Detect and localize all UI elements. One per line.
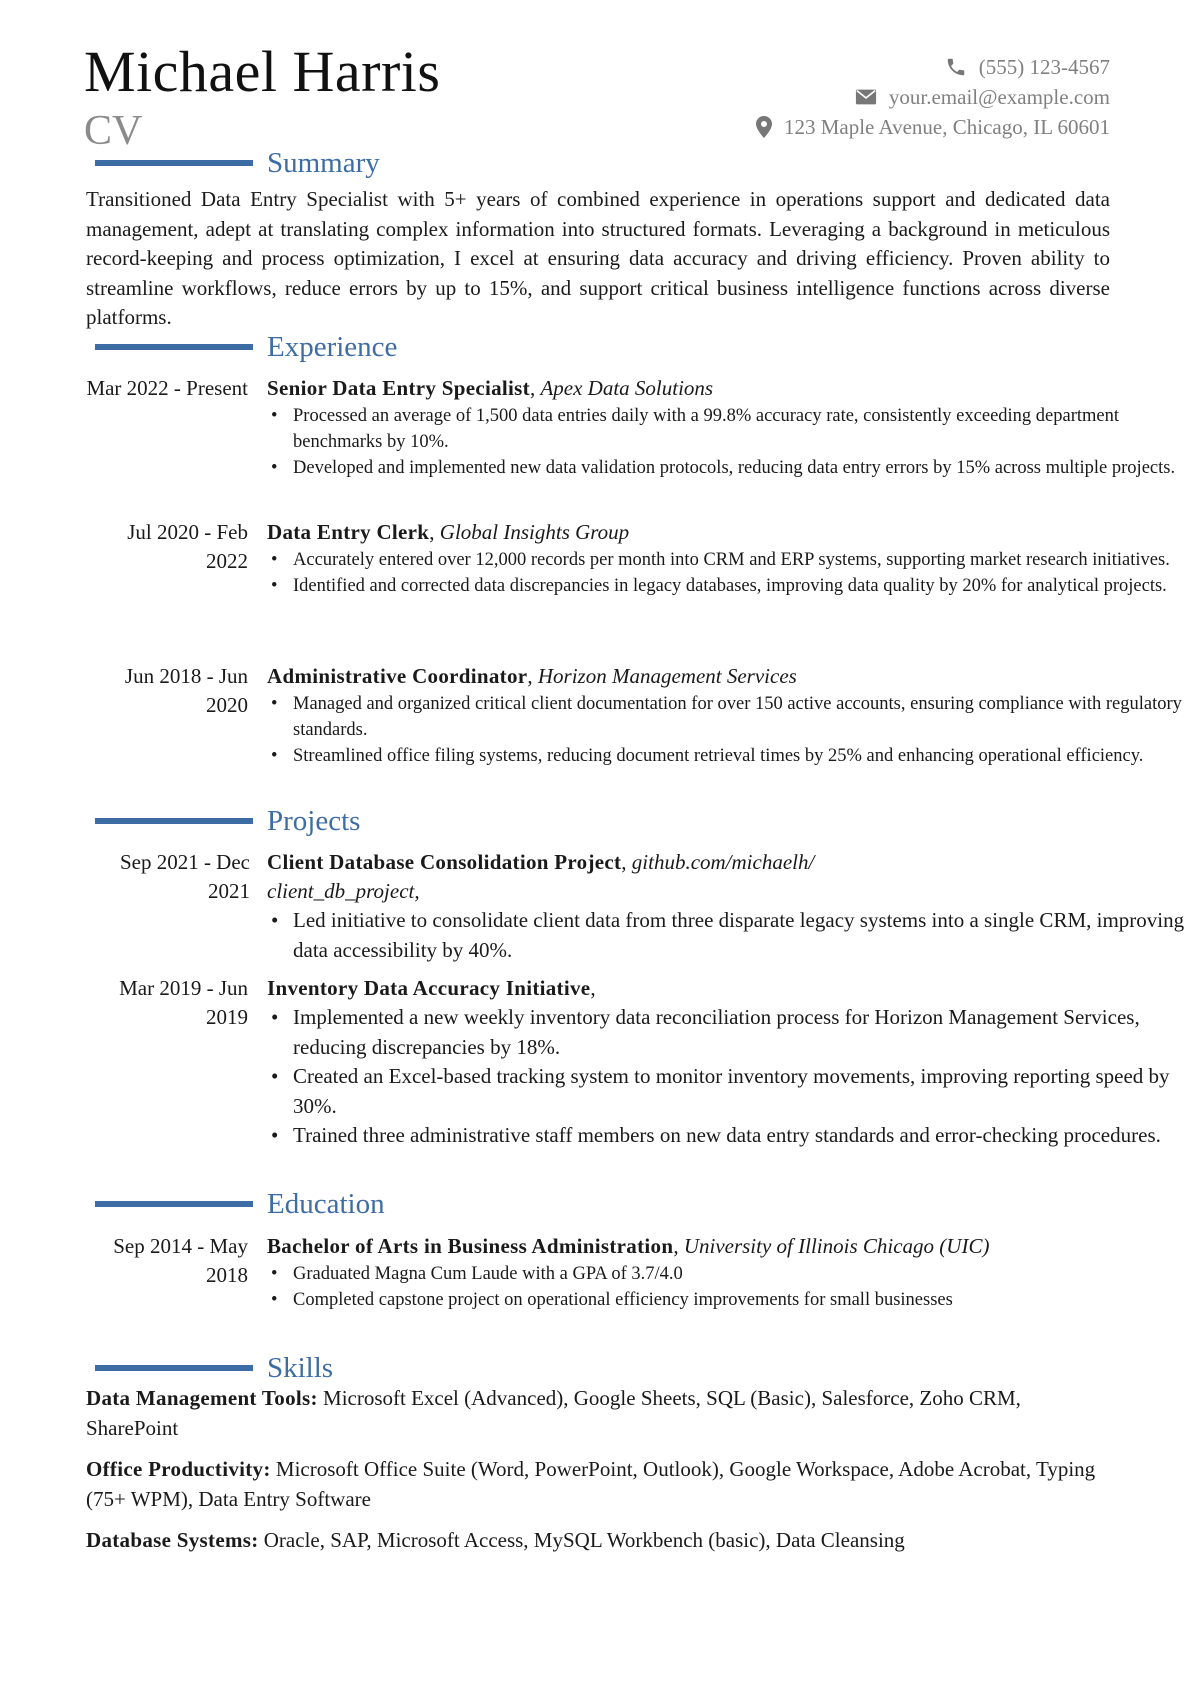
job-title: Administrative Coordinator bbox=[267, 664, 528, 688]
section-title: Projects bbox=[267, 805, 361, 837]
phone-text[interactable]: (555) 123-4567 bbox=[978, 55, 1110, 79]
job-title: Senior Data Entry Specialist bbox=[267, 376, 530, 400]
skill-label: Data Management Tools: bbox=[86, 1386, 318, 1410]
list-item: • Trained three administrative staff members on new data entry standards and error-checking procedures. bbox=[267, 1121, 1187, 1151]
cv-page: Michael Harris CV (555) 123-4567 your.email@example.com 123 Maple Avenue, Chicago, IL 60601 Summary Transitioned Data Entry Specialist with 5+ years of combined experience in operations support and dedicated data management, adept at translating complex information into structured formats. Leveraging a background in meticulous record-keeping and process optimization, I excel at ensuring data accuracy and driving efficiency. Proven ability to streamline workflows, reduce errors by up to 15%, and support critical business intelligence functions across diverse platforms. Experience Mar 2022 - Present Senior Data Entry Specialist, Apex Data Solutions • Processed an average of 1,500 data entries daily with a 99.8% accuracy rate, consistently exceeding department benchmarks by 10%. • Developed and implemented new data validation protocols, reducing data entry errors by 15% across multiple projects. Jul 2020 - Feb 2022 Data Entry Clerk, Global Insights Group • Accurately entered over 12,000 records per month into CRM and ERP systems, supporting market research initiatives. • Identified and corrected data discrepancies in legacy databases, improving data quality by 20% for analytical projects. Jun 2018 - Jun 2020 Administrative Coordinator, Horizon Management Services • Managed and organized critical client documentation for over 150 active accounts, ensuring compliance with regulatory standards. • Streamlined office filing systems, reducing document retrieval times by 25% and enhancing operational efficiency. Projects Sep 2021 - Dec 2021 Client Database Consolidation Project, github.com/michaelh/ client_db_project, • Led initiative to consolidate client data from three disparate legacy systems into a single CRM, improving data accessibility by 40%. Mar 2019 - Jun 2019 Inventory Data Accuracy Initiative, • Implemented a new weekly inventory data reconciliation process for Horizon Management Services, reducing discrepancies by 18%. • Created an Excel-based tracking system to monitor inventory movements, improving reporting speed by 30%. • Trained three administrative staff members on new data entry standards and error-checking procedures. Education Sep 2014 - May 2018 Bachelor of Arts in Business Administration, University of Illinois Chicago (UIC) • Graduated Magna Cum Laude with a GPA of 3.7/4.0 • Completed capstone project on operational efficiency improvements for small businesses Skills Data Management Tools: Microsoft Excel (Advanced), Google Sheets, SQL (Basic), Salesforce, Zoho CRM, SharePoint Office Productivity: Microsoft Office Suite (Word, PowerPoint, Outlook), Google Workspace, Adobe Acrobat, Typing (75+ WPM), Data Entry Software Database Systems: Oracle, SAP, Microsoft Access, MySQL Workbench (basic), Data Cleansing bbox=[0, 0, 1190, 1683]
skill-value: Oracle, SAP, Microsoft Access, MySQL Workbench (basic), Data Cleansing bbox=[263, 1528, 905, 1552]
entry-date: Mar 2022 - Present bbox=[86, 376, 248, 400]
entry-date: Jun 2018 - Jun 2020 bbox=[124, 664, 248, 717]
contact-block bbox=[756, 52, 1110, 142]
list-item: • Managed and organized critical client documentation for over 150 active accounts, ensuring compliance with regulatory standards. bbox=[267, 691, 1187, 743]
section-divider bbox=[95, 160, 253, 166]
job-title: Data Entry Clerk bbox=[267, 520, 430, 544]
list-item: • Completed capstone project on operational efficiency improvements for small businesses bbox=[267, 1287, 1187, 1313]
section-education bbox=[95, 1187, 385, 1221]
address-text: 123 Maple Avenue, Chicago, IL 60601 bbox=[783, 115, 1110, 139]
map-pin-icon bbox=[756, 116, 772, 138]
phone-icon bbox=[945, 56, 967, 78]
list-item: • Streamlined office filing systems, reducing document retrieval times by 25% and enhancing operational efficiency. bbox=[267, 743, 1187, 769]
summary-text: Transitioned Data Entry Specialist with 5+ years of combined experience in operations support and dedicated data management, adept at translating complex information into structured formats. Leveraging a background in meticulous record-keeping and process optimization, I excel at ensuring data accuracy and driving efficiency. Proven ability to streamline workflows, reduce errors by up to 15%, and support critical business intelligence functions across diverse platforms. bbox=[86, 187, 1110, 329]
section-skills bbox=[95, 1351, 333, 1385]
company-name: Apex Data Solutions bbox=[540, 376, 714, 400]
skill-row bbox=[86, 1526, 1116, 1556]
project-title: Client Database Consolidation Project bbox=[267, 850, 622, 874]
section-divider bbox=[95, 818, 253, 824]
project-title: Inventory Data Accuracy Initiative bbox=[267, 976, 591, 1000]
list-item: • Created an Excel-based tracking system to monitor inventory movements, improving reporting speed by 30%. bbox=[267, 1062, 1187, 1121]
entry-date: Sep 2021 - Dec 2021 bbox=[119, 850, 250, 903]
skill-label: Office Productivity: bbox=[86, 1457, 271, 1481]
skill-row bbox=[86, 1384, 1116, 1443]
skill-row bbox=[86, 1455, 1116, 1514]
list-item: • Led initiative to consolidate client data from three disparate legacy systems into a single CRM, improving data accessibility by 40%. bbox=[267, 906, 1187, 965]
entry-date: Sep 2014 - May 2018 bbox=[113, 1234, 248, 1287]
section-projects bbox=[95, 804, 360, 838]
list-item: • Processed an average of 1,500 data entries daily with a 99.8% accuracy rate, consistently exceeding department benchmarks by 10%. bbox=[267, 403, 1187, 455]
institution-name: University of Illinois Chicago (UIC) bbox=[683, 1234, 990, 1258]
skill-value: Microsoft Office Suite (Word, PowerPoint, Outlook), Google Workspace, Adobe Acrobat, Typing (75+ WPM), Data Entry Software bbox=[86, 1457, 1096, 1511]
section-divider bbox=[95, 344, 253, 350]
section-summary bbox=[95, 146, 380, 180]
contact-email bbox=[756, 82, 1110, 112]
skill-label: Database Systems: bbox=[86, 1528, 259, 1552]
candidate-name: Michael Harris bbox=[84, 39, 441, 104]
list-item: • Accurately entered over 12,000 records per month into CRM and ERP systems, supporting market research initiatives. bbox=[267, 547, 1187, 573]
project-link[interactable]: github.com/michaelh/ client_db_project, bbox=[267, 850, 815, 903]
degree-title: Bachelor of Arts in Business Administration bbox=[267, 1234, 674, 1258]
company-name: Global Insights Group bbox=[439, 520, 630, 544]
email-link[interactable]: your.email@example.com bbox=[888, 85, 1110, 109]
section-divider bbox=[95, 1201, 253, 1207]
section-title: Skills bbox=[267, 1352, 334, 1384]
company-name: Horizon Management Services bbox=[537, 664, 797, 688]
section-divider bbox=[95, 1365, 253, 1371]
contact-phone bbox=[756, 52, 1110, 82]
list-item: • Identified and corrected data discrepancies in legacy databases, improving data quality by 20% for analytical projects. bbox=[267, 573, 1187, 599]
skill-value: Microsoft Excel (Advanced), Google Sheets, SQL (Basic), Salesforce, Zoho CRM, SharePoint bbox=[86, 1386, 1021, 1440]
entry-date: Jul 2020 - Feb 2022 bbox=[127, 520, 248, 573]
contact-address bbox=[756, 112, 1110, 142]
section-title: Summary bbox=[267, 147, 380, 179]
list-item: • Implemented a new weekly inventory data reconciliation process for Horizon Management Services, reducing discrepancies by 18%. bbox=[267, 1003, 1187, 1062]
list-item: • Graduated Magna Cum Laude with a GPA of 3.7/4.0 bbox=[267, 1261, 1187, 1287]
section-experience bbox=[95, 330, 397, 364]
envelope-icon bbox=[855, 88, 877, 106]
list-item: • Developed and implemented new data validation protocols, reducing data entry errors by 15% across multiple projects. bbox=[267, 455, 1187, 481]
document-subtitle: CV bbox=[84, 108, 143, 154]
section-title: Education bbox=[267, 1188, 385, 1220]
entry-date: Mar 2019 - Jun 2019 bbox=[119, 976, 248, 1029]
section-title: Experience bbox=[267, 331, 398, 363]
